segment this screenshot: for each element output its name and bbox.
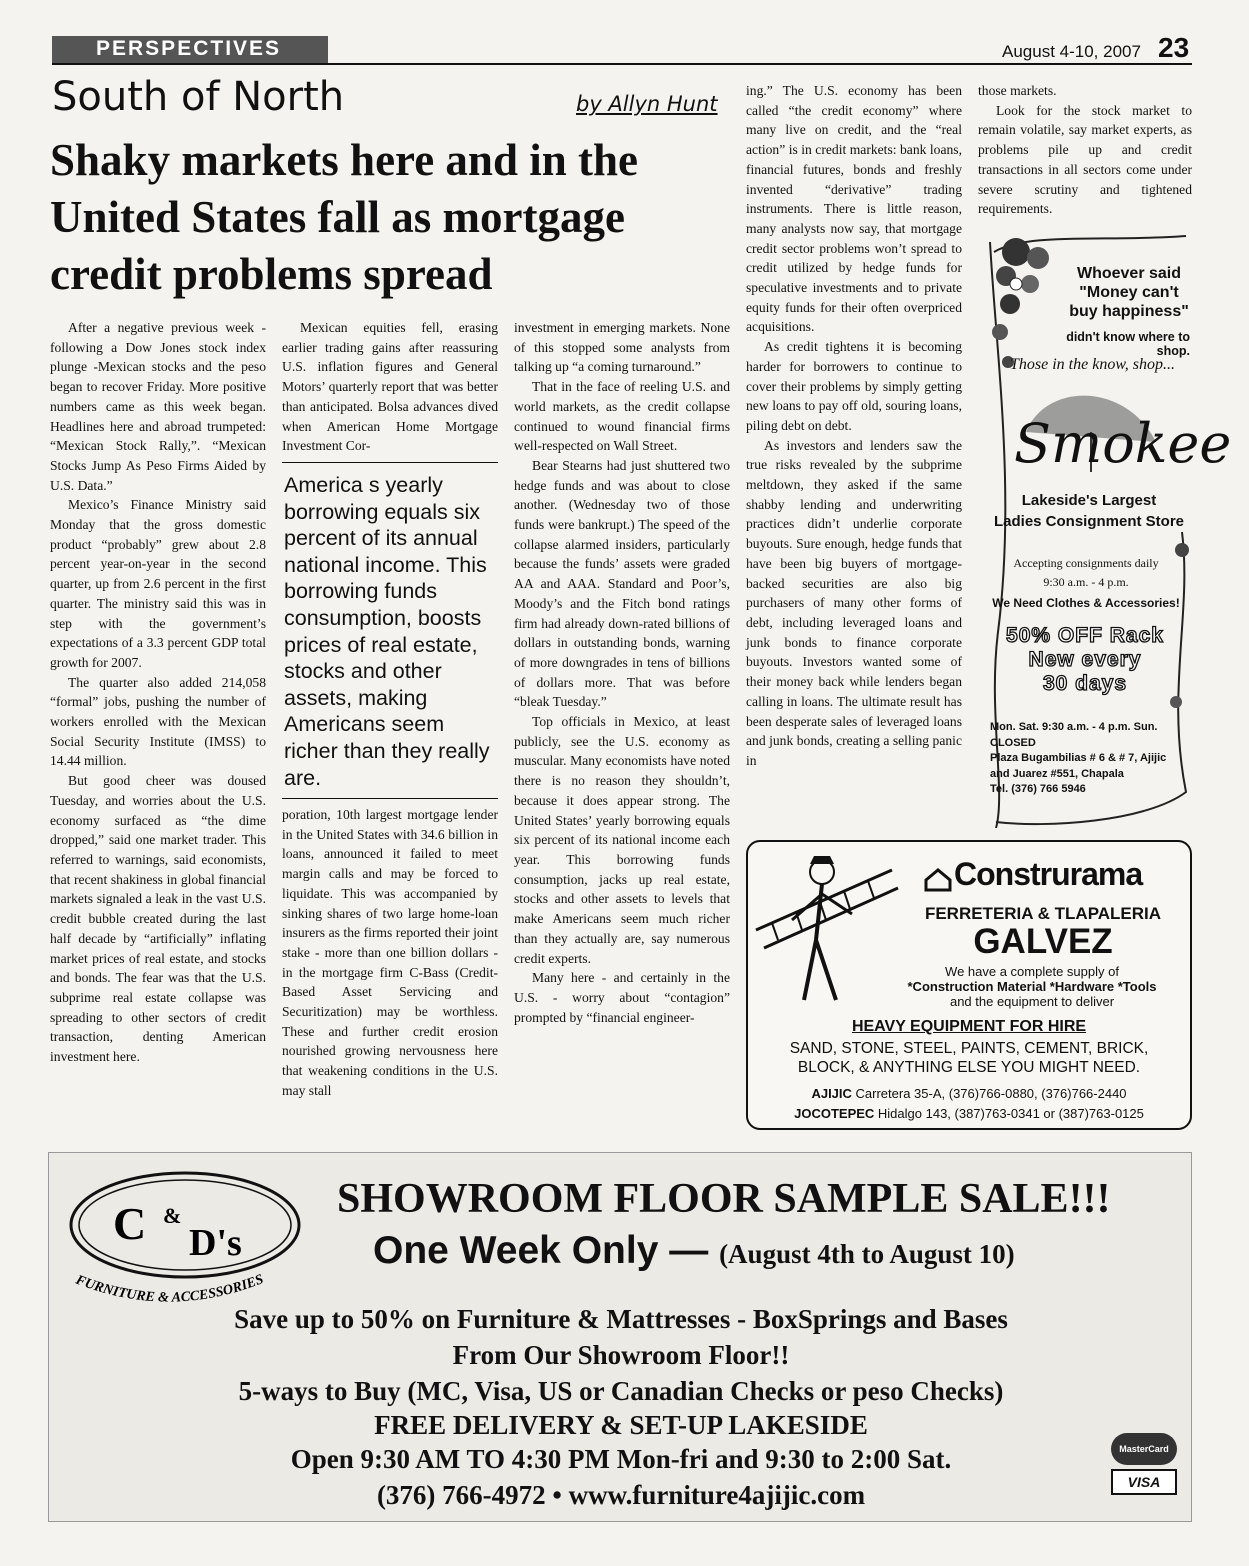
smokee-store-description — [986, 490, 1192, 532]
paragraph: poration, 10th largest mortgage lender in the United States with 34.6 billion in loans, announced it failed to meet margin calls and may be forced to liquidate. This was accompanied by sinking shares of two large home-loan insurers as the firms reported their joint stake - more than one billion dollars - in the mortgage firm C-Bass (Credit-Based Asset Servicing and Securitization) may be worthless. These and further credit erosion nourished growing nervousness here that weakening conditions in the U.S. may stall — [282, 807, 498, 1098]
paragraph: Mexico’s Finance Ministry said Monday that the gross domestic product “probably” grew about 2.8 percent year-on-year in the second quarter, up from 2.6 percent in the first quarter. The ministry said this was in step with the government’s expectations of a 3.3 percent GDP total growth for 2007. — [50, 497, 266, 670]
location-label: AJIJIC — [811, 1086, 852, 1101]
smokee-brand: Smokee — [1014, 412, 1232, 475]
paragraph: Many here - and certainly in the U.S. - worry about “contagion” prompted by “financial engineer- — [514, 970, 730, 1025]
smokee-accepting — [986, 554, 1186, 592]
materials-line: BLOCK, & ANYTHING ELSE YOU MIGHT NEED. — [797, 1059, 1141, 1076]
paragraph: Mexican equities fell, erasing earlier trading gains after reassuring U.S. inflation figures and General Motors’ quarterly report that was better than anticipated. Bolsa advances dived when American Home Mortgage Investment Cor- — [282, 320, 498, 454]
article-column-5 — [978, 81, 1192, 219]
paragraph: Look for the stock market to remain volatile, say market experts, as problems pile up and credit transactions in all sectors come under severe scrutiny and tightened requirements. — [978, 102, 1192, 217]
address-line: Plaza Bugambilias # 6 & # 7, Ajijic — [990, 752, 1167, 764]
furniture-ad — [48, 1152, 1192, 1522]
pullquote: America s yearly borrowing equals six percent of its annual national income. This borrowing funds consumption, boosts prices of real estate, stocks and other assets, making Americans seem richer than they really are. — [284, 473, 490, 790]
address-ajijic — [748, 1084, 1190, 1104]
sale-headline: SHOWROOM FLOOR SAMPLE SALE!!! — [337, 1176, 1111, 1222]
article-column-2-top — [282, 318, 498, 456]
mastercard-icon: MasterCard — [1111, 1433, 1177, 1465]
sale-line: 30 days — [1042, 672, 1128, 695]
ad-line: 5-ways to Buy (MC, Visa, US or Canadian Checks or peso Checks) — [238, 1376, 1004, 1406]
sale-line: New every — [1028, 648, 1142, 671]
sale-duration — [373, 1229, 1015, 1273]
smokee-tagline: Those in the know, shop... — [1010, 356, 1176, 373]
smokee-hours — [990, 720, 1190, 798]
store-addresses — [748, 1084, 1190, 1124]
ad-contact-line: (376) 766-4972 • www.furniture4ajijic.com — [376, 1480, 866, 1510]
address-text: Carretera 35-A, (376)766-0880, (376)766-2440 — [851, 1086, 1127, 1101]
pullquote-bottom-rule — [282, 798, 498, 799]
construrama-house-icon — [924, 868, 952, 892]
smokee-quote-end: didn't know where to shop. — [1066, 330, 1190, 358]
ad-line: From Our Showroom Floor!! — [452, 1340, 790, 1370]
paragraph: The quarter also added 214,058 “formal” jobs, pushing the number of workers enrolled with the Mexican Social Security Institute (IMSS) to 14.44 million. — [50, 674, 266, 769]
article-column-4 — [746, 81, 962, 771]
header-rule — [52, 63, 1192, 65]
paragraph: Bear Stearns had just shuttered two hedge funds and was about to close another. (Wednesday two of those funds were bankrupt.) The speed of the collapse alarmed insiders, particularly because the funds’ assets were graded AA and AAA. Standard and Poor’s, Moody’s and the Fitch bond ratings firm had already down-rated billions of dollars in outstanding bonds, warning of more downgrades in tens of billions of dollars more. That was before “bleak Tuesday.” — [514, 457, 730, 710]
heavy-equipment-heading: HEAVY EQUIPMENT FOR HIRE — [851, 1018, 1087, 1035]
paragraph: Top officials in Mexico, at least publicly, see the U.S. economy as muscular. Many economists have noted there is no reason they shouldn’t, because it does appear strong. The United States’ yearly borrowing equals six percent of its national income each year. This borrowing funds consumption, jacks up real estate, stocks and other assets to levels that make Americans seem much richer than they actually are, say numerous credit experts. — [514, 714, 730, 966]
construrama-logo: Construrama — [954, 856, 1143, 892]
column-title: South of North — [52, 74, 345, 120]
materials-line: SAND, STONE, STEEL, PAINTS, CEMENT, BRICK, — [789, 1040, 1149, 1057]
paragraph: As credit tightens it is becoming harder for borrowers to continue to cover their problems by simply getting new loans to pay off old, souring loans, piling debt on debt. — [746, 339, 962, 433]
article-column-1 — [50, 318, 266, 1067]
article-headline: Shaky markets here and in the United States fall as mortgage credit problems spread — [50, 135, 638, 299]
duration-text: One Week Only — — [373, 1229, 720, 1272]
ferreteria-label: FERRETERIA & TLAPALERIA — [924, 904, 1162, 923]
hours-line: CLOSED — [990, 736, 1036, 749]
payment-cards — [1111, 1433, 1177, 1495]
address-line: and Juarez #551, Chapala — [990, 767, 1124, 780]
visa-icon: VISA — [1111, 1469, 1177, 1495]
pullquote-top-rule — [282, 462, 498, 463]
section-label: PERSPECTIVES — [52, 36, 328, 63]
smokee-sale — [1000, 624, 1170, 696]
page-number: 23 — [1158, 32, 1190, 63]
paragraph: That in the face of reeling U.S. and world markets, as the credit collapse continued to wound financial firms well-respected on Wall Street. — [514, 379, 730, 454]
location-label: JOCOTEPEC — [794, 1106, 875, 1121]
supply-line: and the equipment to deliver — [949, 994, 1115, 1009]
paragraph: As investors and lenders saw the true risks revealed by the subprime meltdown, they asked if the same shabby lending and underwriting practices didn’t underlie corporate buyouts. Sure enough, hedge funds that have been big buyers of mortgage-backed securities are also big purchasers of many other forms of debt, including leveraged loans and junk bonds to finance corporate buyouts. Investors wanted some of their money back while lenders began calling in loans. The ultimate result has been desperate sales of leveraged loans and junk bonds, creating a selling panic in — [746, 437, 962, 768]
store-name: GALVEZ — [973, 922, 1113, 961]
materials-list — [748, 1039, 1190, 1077]
paragraph: ing.” The U.S. economy has been called “the credit economy” where many live on credit, and the “real action” is in credit markets: bank loans, financial futures, bonds and freshly invented “derivative” trading instruments. There is little reason, many analysts now say, that mortgage credit sector problems won’t spread to credit utilized by hedge funds for speculative investments and to private equity funds for their often overpriced acquisitions. — [746, 83, 962, 335]
byline: by Allyn Hunt — [576, 92, 718, 116]
accepting-line: Accepting consignments daily — [1013, 556, 1159, 570]
address-text: Hidalgo 143, (387)763-0341 or (387)763-0125 — [874, 1106, 1144, 1121]
smokee-ad — [986, 232, 1232, 828]
construrama-ad — [746, 840, 1192, 1130]
supply-text — [872, 964, 1192, 1009]
logo-letter-c: C — [113, 1198, 147, 1249]
phone-line: Tel. (376) 766 5946 — [990, 783, 1086, 795]
duration-dates: (August 4th to August 10) — [719, 1239, 1015, 1269]
paragraph: After a negative previous week - following a Dow Jones stock index plunge -Mexican stocks and the peso began to recover Friday. More positive numbers came as this week began. Headlines here and abroad trumpeted: “Mexican Stock Rally,”. “Mexican Stocks Jump As Peso Firms Aided by U.S. Data.” — [50, 320, 266, 493]
sale-line: 50% OFF Rack — [1006, 624, 1164, 647]
supply-line: *Construction Material *Hardware *Tools — [907, 979, 1157, 994]
ad-line: Open 9:30 AM TO 4:30 PM Mon-fri and 9:30 to 2:00 Sat. — [290, 1444, 952, 1474]
logo-subtitle-path: FURNITURE & ACCESSORIES — [73, 1272, 266, 1306]
logo-ampersand: & — [163, 1203, 182, 1228]
accepting-hours: 9:30 a.m. - 4 p.m. — [1043, 575, 1129, 589]
article-column-3 — [514, 318, 730, 1027]
cd-furniture-logo — [65, 1167, 315, 1317]
article-column-2-bottom — [282, 805, 498, 1101]
smokee-need: We Need Clothes & Accessories! — [992, 596, 1180, 610]
paragraph: But good cheer was doused Tuesday, and worries about the U.S. economy surfaced as “the dime dropped,” said one market trader. This referred to warnings, said economists, that recent shakiness in global financial markets signaled a leak in the vast U.S. credit bubble created during the last half decade by “artificially” inflating market prices of real estate, and stocks and bonds. The fear was that the U.S. subprime real estate collapse was spreading to other sectors of credit transaction, denting American investment here. — [50, 773, 266, 1065]
address-jocotepec — [748, 1104, 1190, 1124]
supply-line: We have a complete supply of — [945, 964, 1119, 979]
logo-letters-d: D's — [189, 1222, 242, 1264]
smokee-quote: Whoever said "Money can't buy happiness" — [1069, 265, 1189, 320]
paragraph: investment in emerging markets. None of this stopped some analysts from talking up “a coming turnaround.” — [514, 320, 730, 375]
store-line: Lakeside's Largest — [1021, 492, 1157, 509]
issue-date: August 4-10, 2007 — [1002, 42, 1141, 61]
ad-line: FREE DELIVERY & SET-UP LAKESIDE — [374, 1410, 868, 1440]
hours-line: Mon. Sat. 9:30 a.m. - 4 p.m. Sun. — [990, 721, 1158, 733]
ad-line: Save up to 50% on Furniture & Mattresses - BoxSprings and Bases — [234, 1304, 1008, 1334]
store-line: Ladies Consignment Store — [993, 513, 1185, 530]
paragraph: those markets. — [978, 83, 1057, 98]
